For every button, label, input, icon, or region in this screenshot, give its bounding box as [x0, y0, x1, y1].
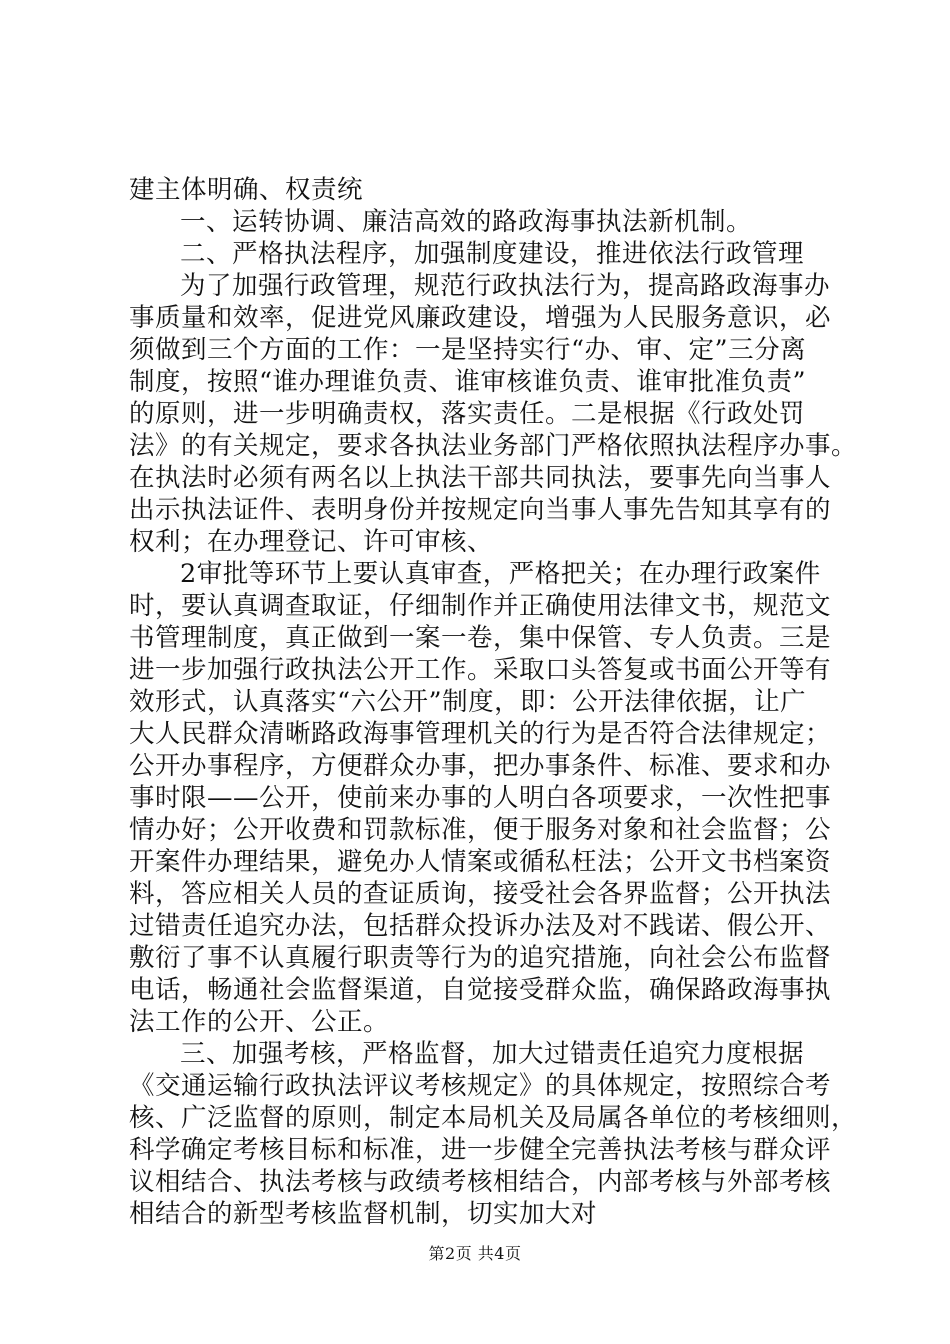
text-line: 大人民群众清晰路政海事管理机关的行为是否符合法律规定；: [129, 719, 832, 749]
text-line: 为了加强行政管理，规范行政执法行为，提高路政海事办: [180, 271, 831, 301]
text-line: 科学确定考核目标和标准，进一步健全完善执法考核与群众评: [129, 1135, 832, 1165]
text-line: 相结合的新型考核监督机制，切实加大对: [129, 1199, 598, 1229]
text-line: 电话，畅通社会监督渠道，自觉接受群众监，确保路政海事执: [129, 975, 832, 1005]
text-line: 三、加强考核，严格监督，加大过错责任追究力度根据: [180, 1039, 805, 1069]
text-line: 《交通运输行政执法评议考核规定》的具体规定，按照综合考: [129, 1071, 832, 1101]
text-line: 效形式，认真落实“六公开”制度，即：公开法律依据，让广: [129, 687, 807, 717]
text-line: 权利；在办理登记、许可审核、: [129, 527, 494, 557]
text-line: 进一步加强行政执法公开工作。采取口头答复或书面公开等有: [129, 655, 832, 685]
text-line: 一、运转协调、廉洁高效的路政海事执法新机制。: [180, 207, 753, 237]
text-line: 须做到三个方面的工作：一是坚持实行“办、审、定”三分离: [129, 335, 807, 365]
text-line: 二、严格执法程序，加强制度建设，推进依法行政管理: [180, 239, 805, 269]
text-line: 料，答应相关人员的查证质询，接受社会各界监督；公开执法: [129, 879, 832, 909]
page-footer: 第2页 共4页: [428, 1244, 522, 1263]
text-line: 建主体明确、权责统: [129, 175, 364, 205]
text-line: 法》的有关规定，要求各执法业务部门严格依照执法程序办事。: [129, 431, 858, 461]
text-line: 开案件办理结果，避免办人情案或循私枉法；公开文书档案资: [129, 847, 832, 877]
text-line: 出示执法证件、表明身份并按规定向当事人事先告知其享有的: [129, 495, 832, 525]
text-line: 在执法时必须有两名以上执法干部共同执法，要事先向当事人: [129, 463, 832, 493]
text-line: 事质量和效率，促进党风廉政建设，增强为人民服务意识，必: [129, 303, 832, 333]
text-line: 时，要认真调查取证，仔细制作并正确使用法律文书，规范文: [129, 591, 832, 621]
text-line: 2审批等环节上要认真审查，严格把关；在办理行政案件: [180, 559, 821, 589]
text-line: 情办好；公开收费和罚款标准，便于服务对象和社会监督；公: [129, 815, 832, 845]
text-line: 公开办事程序，方便群众办事，把办事条件、标准、要求和办: [129, 751, 832, 781]
text-line: 制度，按照“谁办理谁负责、谁审核谁负责、谁审批准负责”: [129, 367, 807, 397]
text-line: 议相结合、执法考核与政绩考核相结合，内部考核与外部考核: [129, 1167, 832, 1197]
text-line: 法工作的公开、公正。: [129, 1007, 390, 1037]
text-line: 过错责任追究办法，包括群众投诉办法及对不践诺、假公开、: [129, 911, 832, 941]
text-line: 的原则，进一步明确责权，落实责任。二是根据《行政处罚: [129, 399, 806, 429]
text-line: 核、广泛监督的原则，制定本局机关及局属各单位的考核细则，: [129, 1103, 858, 1133]
text-line: 事时限——公开，使前来办事的人明白各项要求，一次性把事: [129, 783, 832, 813]
text-line: 敷衍了事不认真履行职责等行为的追究措施，向社会公布监督: [129, 943, 832, 973]
text-line: 书管理制度，真正做到一案一卷，集中保管、专人负责。三是: [129, 623, 832, 653]
